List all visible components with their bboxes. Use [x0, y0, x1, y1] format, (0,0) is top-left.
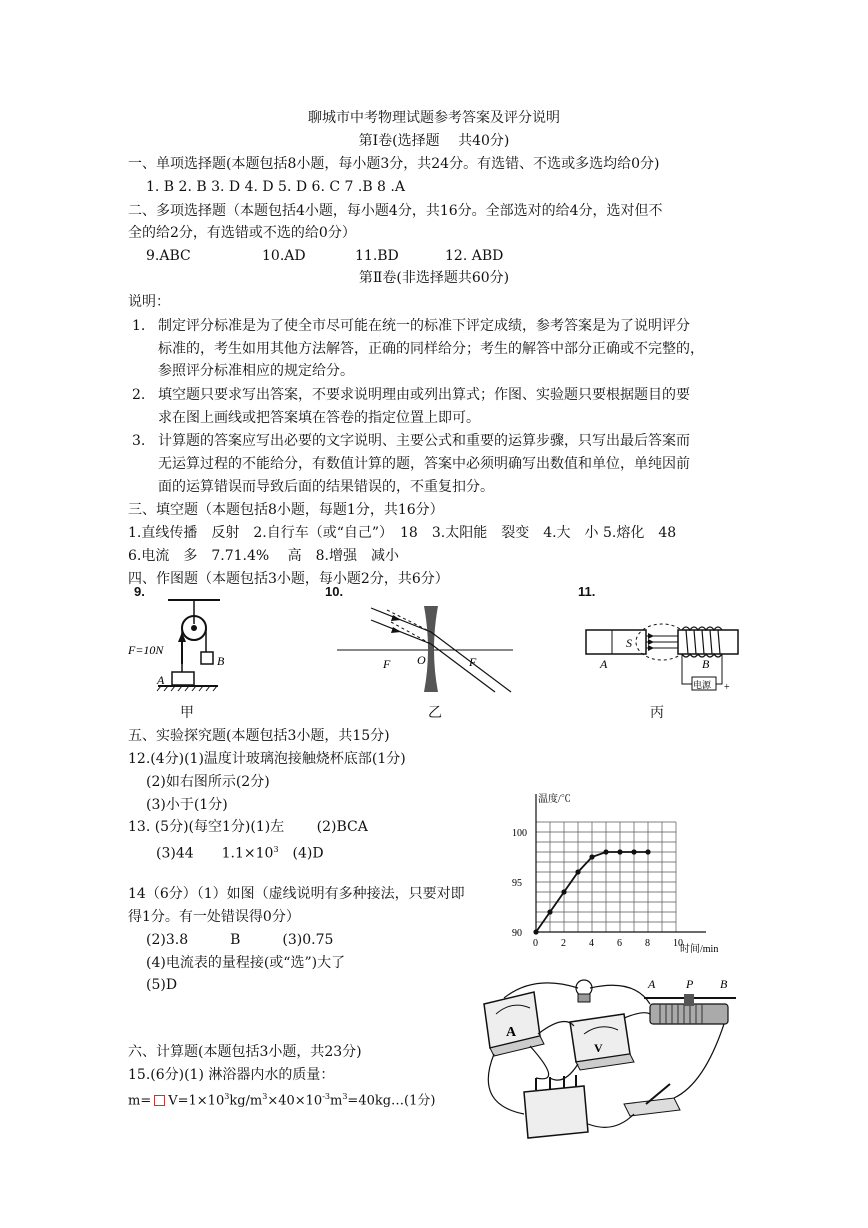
note-line: 面的运算错误而导致后面的结果错误的，不重复扣分。 [158, 479, 494, 495]
part1-title: 第Ⅰ卷(选择题 共40分) [358, 133, 510, 149]
section2-heading-cont: 全的给2分，有选错或不选的给0分） [128, 225, 356, 241]
section5-heading: 五、实验探究题(本题包括3小题，共15分) [128, 728, 390, 744]
page-title: 聊城市中考物理试题参考答案及评分说明 [308, 110, 560, 126]
focus-left-label: F [383, 657, 391, 671]
note-line: 制定评分标准是为了使全市尽可能在统一的标准下评定成绩，参考答案是为了说明评分 [158, 318, 690, 334]
pulley-diagram [128, 594, 238, 694]
block-a-label: A [157, 673, 165, 687]
q14-answer-5: (5)D [146, 977, 178, 993]
x-axis-label: 时间/min [680, 944, 719, 955]
section3-heading: 三、填空题（本题包括8小题，每题1分，共16分） [128, 502, 444, 518]
note-line: 标准的，考生如用其他方法解答，正确的同样给分；考生的解答中部分正确或不完整的， [158, 341, 704, 357]
notes-heading: 说明： [128, 294, 170, 310]
data-point [631, 849, 636, 854]
y-tick-label: 95 [512, 878, 522, 889]
force-label: F=10N [128, 643, 164, 657]
q12-answer-2: (2)如右图所示(2分) [146, 774, 270, 790]
note-line: 填空题只要求写出答案，不要求说明理由或列出算式；作图、实验题只要根据题目的要 [158, 387, 690, 403]
section2-heading: 二、多项选择题（本题包括4小题，每小题4分，共16分。全部选对的给4分，选对但不 [128, 203, 663, 219]
data-point [645, 849, 650, 854]
svg-text:+: + [724, 682, 730, 692]
x-tick-label: 0 [533, 938, 538, 949]
section3-answers: 1.直线传播 反射 2.自行车（或“自己”） 18 3.太阳能 裂变 4.大 小 5.熔化 48 [128, 525, 677, 541]
x-tick-label: 4 [589, 938, 594, 949]
figure-11-number: 11. [578, 584, 596, 599]
optical-center-label: O [417, 653, 426, 667]
section1-heading: 一、单项选择题(本题包括8小题，每小题3分，共24分。有选错、不选或多选均给0分) [128, 156, 660, 172]
y-axis-label: 温度/℃ [538, 794, 571, 805]
ammeter-label: A [506, 1025, 517, 1040]
focus-right-label: F [469, 655, 477, 669]
q15-calculation: $m= V=1\times 10^3kg/m^3\times 40\times 10^{-3}m^3=40kg\dots(1$分) [128, 1092, 436, 1109]
q14-answer-4: (4)电流表的量程接(或“选”)大了 [146, 955, 346, 971]
data-point [575, 869, 580, 874]
q13-answer-2: (3)44 $1.1\times 10^3$ (4)D [156, 845, 324, 862]
figure-caption-c: 丙 [650, 705, 664, 721]
block-b-label: B [217, 654, 225, 668]
note-number: 1. [132, 318, 146, 334]
y-tick-label: 90 [512, 928, 522, 939]
circuit-illustration [474, 974, 744, 1142]
note-line: 无运算过程的不能给分，有数值计算的题，答案中必须明确写出数值和单位，单纯因前 [158, 456, 690, 472]
section2-answer: 9.ABC [146, 248, 191, 264]
note-line: 求在图上画线或把答案填在答卷的指定位置上即可。 [158, 410, 480, 426]
q14-answer: 14（6分）（1）如图（虚线说明有多种接法，只要对即 [128, 886, 465, 902]
data-point [589, 854, 594, 859]
figure-caption-a: 甲 [180, 705, 194, 721]
electromagnet-diagram [582, 602, 742, 692]
q14-answer-2: (2)3.8 B (3)0.75 [146, 932, 334, 948]
voltmeter-label: V [594, 1041, 603, 1055]
x-tick-label: 10 [673, 938, 683, 949]
q14-answer-cont: 得1分。有一处错误得0分） [128, 909, 300, 925]
x-tick-label: 6 [617, 938, 622, 949]
section2-answer: 12. ABD [445, 248, 504, 264]
magnet-a-label: A [600, 657, 608, 671]
data-point [533, 929, 538, 934]
magnet-pole-label: S [626, 636, 632, 650]
y-tick-label: 100 [512, 828, 527, 839]
broken-image-icon [154, 1095, 165, 1106]
part2-title: 第Ⅱ卷(非选择题共60分) [358, 270, 510, 286]
q13-answer: 13. (5分)(每空1分)(1)左 (2)BCA [128, 819, 368, 835]
section6-heading: 六、计算题(本题包括3小题，共23分) [128, 1044, 362, 1060]
note-line: 计算题的答案应写出必要的文字说明、主要公式和重要的运算步骤，只写出最后答案而 [158, 433, 690, 449]
data-point [617, 849, 622, 854]
q15-answer: 15.(6分)(1) 淋浴器内水的质量： [128, 1067, 335, 1083]
terminal-b-label: B [720, 977, 728, 991]
battery-label: 电源 [693, 680, 712, 690]
note-number: 3. [132, 433, 146, 449]
section2-answer: 10.AD [262, 248, 306, 264]
section3-answers: 6.电流 多 7.71.4% 高 8.增强 减小 [128, 548, 399, 564]
x-tick-label: 8 [645, 938, 650, 949]
figure-caption-b: 乙 [428, 705, 442, 721]
lens-diagram [335, 598, 515, 694]
section1-answers: 1. B 2. B 3. D 4. D 5. D 6. C 7 .B 8 .A [146, 179, 405, 195]
figure-9-number: 9. [134, 584, 145, 599]
solenoid-b-label: B [702, 657, 710, 671]
data-point [547, 909, 552, 914]
q12-answer-3: (3)小于(1分) [146, 797, 228, 813]
note-number: 2. [132, 387, 146, 403]
note-line: 参照评分标准相应的规定给分。 [158, 363, 354, 379]
x-tick-label: 2 [561, 938, 566, 949]
data-point [603, 849, 608, 854]
temperature-time-chart [506, 790, 740, 958]
slider-p-label: P [686, 977, 694, 991]
section2-answer: 11.BD [355, 248, 399, 264]
q12-answer: 12.(4分)(1)温度计玻璃泡接触烧杯底部(1分) [128, 751, 406, 767]
data-point [561, 889, 566, 894]
figure-10-number: 10. [325, 584, 344, 599]
terminal-a-label: A [648, 977, 656, 991]
section4-heading: 四、作图题（本题包括3小题，每小题2分，共6分） [128, 571, 449, 587]
